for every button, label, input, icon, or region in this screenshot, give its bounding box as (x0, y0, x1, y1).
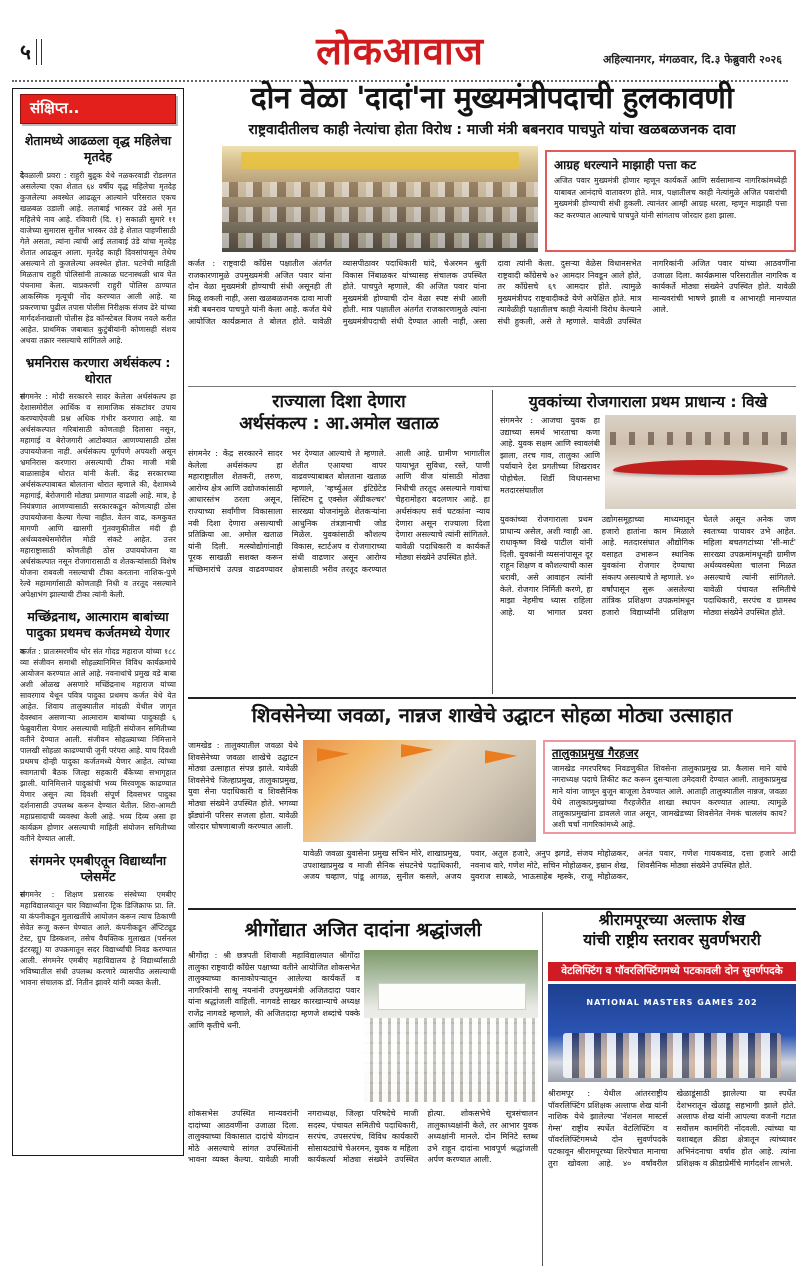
stage-decor (378, 983, 526, 1009)
shakha-box-body: जामखेड नगरपरिषद निवडणुकीत शिवसेना तालुकाप्रमुख प्रा. कैलास माने यांचे नगराध्यक्ष पदाचे तिकीट कट करून दुसऱ्याला उमेदवारी देण्यात आली. तालुकाप्रमुख माने यांना जाणून बुजून बाजूला ठेवण्यात आले. आताही तालुक्यातील नान्नज, जवळा येथे तालुकाप्रमुखांच्या गैरहजेरीत शाखा स्थापन करण्यात आल्या. त्यामुळे तालुकाप्रमुखांना डावलले जात असून, जामखेडच्या शिवसेनेत नेमकं चाललंय काय? अशी चर्चा नागरिकांमध्ये आहे. (552, 764, 787, 830)
page-number-value: ५ (20, 40, 31, 64)
shakha-highlight-box (543, 740, 796, 834)
sports-headline-line2: यांची राष्ट्रीय स्तरावर सुवर्णभरारी (583, 931, 761, 950)
section-rule (188, 386, 796, 387)
sports-article-body: श्रीरामपूर : येथील आंतरराष्ट्रीय पॉवरलिफ्टिंग प्रशिक्षक अल्ताफ शेख यांनी नाशिक येथे झालेल्या 'नॅशनल मास्टर्स गेम्स' राष्ट्रीय स्पर्धेत वेटलिफ्टिंग व पॉवरलिफ्टिंगमध्ये दोन सुवर्णपदके पटकावून श्रीरामपूरच्या शिरपेचात मानाचा तुरा खोवला आहे. ४० वर्षांवरील खेळाडूंसाठी झालेल्या या स्पर्धेत देशभरातून खेळाडू सहभागी झाले होते. अल्ताफ शेख यांनी आपल्या वजनी गटात सर्वोत्तम कामगिरी नोंदवली. त्यांच्या या यशाबद्दल क्रीडा क्षेत्रातून त्यांच्यावर अभिनंदनाचा वर्षाव होत आहे. त्यांना प्रशिक्षक व क्रीडाप्रेमींचे मार्गदर्शन लाभले. (548, 1089, 796, 1168)
crowd-row-decor (222, 182, 538, 197)
shakha-article-headline: शिवसेनेच्या जवळा, नान्नज शाखेचे उद्घाटन सोहळा मोठ्या उत्साहात (251, 703, 733, 727)
tribute-gathering-photo (364, 950, 538, 1102)
lead-headline: दोन वेळा 'दादां'ना मुख्यमंत्रीपदाची हुलकावणी (250, 81, 734, 116)
saffron-flag-decor (485, 750, 518, 772)
budget-headline-line2: अर्थसंकल्प : आ.अमोल खताळ (239, 413, 439, 434)
youth-garland-photo (605, 415, 796, 509)
brief-body: संगमनेर : मोदी सरकारने सादर केलेला अर्थसंकल्प हा देशासमोरील आर्थिक व सामाजिक संकटांवर उपाय करण्याऐवजी प्रश्न अधिक गंभीर करणारा आहे. या अर्थसंकल्पात गरिबांसाठी कोणताही दिलासा नसून, महागाई व बेरोजगारी आटोक्यात आणण्यासाठी ठोस उपाययोजना नाही. अर्थसंकल्प पूर्णपणे अपयशी असून भ्रमनिरास करणारा असल्याची टीका माजी मंत्री बाळासाहेब थोरात यांनी केली. केंद्र सरकारच्या अर्थसंकल्पाबाबत बोलताना थोरात म्हणाले की, देशामध्ये महागाई, बेरोजगारी मोठ्या प्रमाणात वाढली आहे. मात्र, हे नियंत्रणात आणण्यासाठी सरकारकडून कोणत्याही ठोस उपाययोजना केल्या गेल्या नाहीत. वेतन वाढ, कमकुवत मागणी आणि खासगी गुंतवणुकीतील मंदी ही अर्थव्यवस्थेसमोरील मोठी संकटे आहेत. उत्तर महाराष्ट्रासाठी कोणतीही ठोस उपाययोजना या अर्थसंकल्पात नसून रोजगारासाठी व शेतकऱ्यांसाठी विशेष योजना राबवली नसल्याची टीका करताना नाशिक-पुणे रेल्वे महामार्गासाठी कोणताही निधी व तरतूद नसल्याने अपेक्षाभंग झाल्याची टीका त्यांनी केली. (20, 392, 176, 599)
highlight-box-body: अजित पवार मुख्यमंत्री होणार म्हणून कार्यकर्ते आणि सर्वसामान्य नागरिकांमध्येही याबाबत आनंदाचे वातावरण होते. मात्र, पक्षातीलच काही नेत्यांमुळे अजित पवारांची मुख्यमंत्री होण्याची संधी हुकली. त्यानंतर आम्ही आग्रह धरला, म्हणून माझाही पत्ता कट करण्यात आल्याचे पाचपुते यांनी सांगताच जोरदार हशा झाला. (554, 176, 787, 221)
tribute-article-headline: श्रीगोंद्यात अजित दादांना श्रद्धांजली (244, 919, 482, 941)
briefs-sidebar (12, 88, 184, 1156)
dateline: अहिल्यानगर, मंगळवार, दि.३ फेब्रुवारी २०२६ (603, 53, 782, 66)
column-divider (492, 390, 493, 694)
brief-headline: भ्रमनिरास करणारा अर्थसंकल्प : थोरात (25, 354, 171, 386)
masthead-title: लोकआवाज (316, 29, 484, 73)
shakha-attendee-names: यावेळी जवळा युवासेना प्रमुख सचिन मोरे, शाखाप्रमुख, उपशाखाप्रमुख व माजी सैनिक संघटनेचे पदाधिकारी, अजय चव्हाण, पांडू आगळ, सुनील कसले, अजय पवार, अतुल हजारे, अनुप झगडे, संजय मोहोळकर, नवनाथ वारे, गणेश मोटे, सचिन मोहोळकर, इम्रान शेख, युवराज साबळे, भाऊसाहेब म्हस्के, राजू मोहोळकर, अनंत पवार, गणेश गायकवाड, दत्ता हजारे आदी शिवसैनिक मोठ्या संख्येने उपस्थित होते. (303, 849, 796, 882)
sports-headline-line1: श्रीरामपूरच्या अल्ताफ शेख (598, 911, 746, 929)
lead-subhead: राष्ट्रवादीतीलच काही नेत्यांचा होता विरोध : माजी मंत्री बबनराव पाचपुते यांचा खळबळजनक दावा (248, 122, 736, 138)
column-divider (542, 912, 543, 1266)
brief-headline: शेतामध्ये आढळला वृद्ध महिलेचा मृतदेह (24, 133, 172, 165)
sports-award-photo (548, 984, 796, 1082)
lead-stage-photo (222, 146, 538, 252)
sports-kicker-strip: वेटलिफ्टिंग व पॉवरलिफ्टिंगमध्ये पटकावली दोन सुवर्णपदके (548, 962, 796, 981)
shakha-inauguration-photo (303, 740, 536, 842)
briefs-title: संक्षिप्त.. (20, 94, 176, 124)
shakha-box-title: तालुकाप्रमुख गैरहजर (552, 746, 639, 760)
youth-article-intro: संगमनेर : आजचा युवक हा उद्याच्या समर्थ भारताचा कणा आहे. युवक सक्षम आणि स्वावलंबी झाला, तरच गाव, तालुका आणि पर्यायाने देश प्रगतीच्या शिखरावर पोहोचेल. शिर्डी विधानसभा मतदारसंघातील (500, 416, 600, 495)
section-rule (188, 697, 796, 699)
brief-body: देवळाली प्रवरा : राहुरी बुद्रुक येथे नळकरवाडी रोडलगत असलेल्या एका शेतात ६४ वर्षीय वृद्ध महिलेचा मृतदेह कुजलेल्या अवस्थेत आढळून आल्याने परिसरात एकच खळबळ उडाली आहे. लताबाई भास्कर उंडे असे मृत महिलेचे नाव आहे. रविवारी (दि. १) सकाळी सुमारे ११ वाजेच्या सुमारास सुनील भास्कर उंडे हे शेतात पाहणीसाठी गेले असता, त्यांना त्यांची आई लताबाई उंडे यांचा मृतदेह शेतात आढळून आला. मृतदेह काही दिवसांपासून तेथेच असल्याने तो कुजलेल्या अवस्थेत होता. घटनेची माहिती मिळताच राहुरी पोलिसांनी तात्काळ घटनास्थळी धाव घेत पंचनामा केला. याप्रकरणी राहुरी पोलिस ठाण्यात आकस्मिक मृत्यूची नोंद करण्यात आली आहे. या प्रकरणाचा पुढील तपास पोलीस निरीक्षक संजय ढेरे यांच्या मार्गदर्शनाखाली पोलीस हेड कॉन्स्टेबल विजय नवले करीत आहेत. प्राथमिक जबाबात कुटुंबीयांनी कोणासही संशय अथवा तक्रार नसल्याचे सांगितले आहे. (20, 170, 176, 345)
saffron-flag-decor (401, 744, 434, 766)
youth-article-headline: युवकांच्या रोजगाराला प्रथम प्राधान्य : विखे (528, 393, 768, 411)
brief-headline: मच्छिंद्रनाथ, आत्माराम बाबांच्या पादुका प्रथमच कर्जतमध्ये येणार (26, 609, 170, 641)
garland-decor (613, 460, 789, 475)
crowd-heads-decor (605, 432, 796, 445)
brief-body: कर्जत : प्रातःस्मरणीय थोर संत गोदड महाराज यांच्या १८८ व्या संजीवन समाधी सोहळ्यानिमित्त विविध कार्यक्रमांचे आयोजन करण्यात आले आहे. नवनाथांचे प्रमुख वडे बाबा अशी ओळख असणारे मच्छिंद्रनाथ महाराज यांच्या सावरगाव येथून पवित्र पादुका प्रथमच कर्जत येथे येत आहेत. शिवाय तालुक्यातील मांदळी येथील जागृत देवस्थान असणाऱ्या आत्माराम बाबांच्या पादुकाही ६ फेब्रुवारीला येणार असल्याची माहिती संयोजन समितीच्या वतीने देण्यात आली. संजीवन सोहळ्याच्या निमित्ताने पालखी सोहळा काढण्याची जुनी परंपरा आहे. याच दिवशी प्रथमच दोन्ही पादुका कर्जतमध्ये येणार आहेत. त्यांच्या स्वागताची बैठक जिल्हा सहकारी बँकेच्या सभागृहात झाली. यानिमित्ताने पादुकांची भव्य मिरवणूक काढण्यात येणार असून त्या दिवशी संपूर्ण दिवसभर पादुका दर्शनासाठी उपलब्ध करून देण्यात येतील. शिरा-आमटी महाप्रसादाची व्यवस्था केली आहे. भव्य दिव्य असा हा कार्यक्रम होणार असल्याची माहिती संयोजन समितीच्या वतीने देण्यात आली. (20, 646, 176, 843)
budget-article-body: संगमनेर : केंद्र सरकारने सादर केलेला अर्थसंकल्प हा महाराष्ट्रातील शेतकरी, तरुण, आरोग्य क्षेत्र आणि उद्योजकांसाठी आधारस्तंभ ठरला असून, राज्याच्या सर्वांगीण विकासाला नवी दिशा देणारा असल्याची प्रतिक्रिया आ. अमोल खताळ यांनी दिली. मत्स्योद्योगांनाही पूरक साखळी सशक्त करून मच्छिमारांचे उत्पन्न वाढवण्यावर भर देण्यात आल्याचे ते म्हणाले. शेतीत एआयचा वापर वाढवण्याबाबत बोलताना खताळ म्हणाले, 'व्हर्च्युअल इंटिग्रेटेड सिस्टिम टू एक्सेल ॲग्रीकल्चर' सारख्या योजनांमुळे शेतकऱ्यांना आधुनिक तंत्रज्ञानाची जोड मिळेल. युवकांसाठी कौशल्य विकास, स्टार्टअप व रोजगाराच्या संधी वाढणार असून आरोग्य क्षेत्रासाठी भरीव तरतूद करण्यात आली आहे. ग्रामीण भागातील पायाभूत सुविधा, रस्ते, पाणी आणि वीज यांसाठी मोठ्या निधीची तरतूद असल्याने गावांचा चेहरामोहरा बदलणार आहे. हा अर्थसंकल्प सर्व घटकांना न्याय देणारा असून राज्याला दिशा देणारा असल्याचे त्यांनी सांगितले. यावेळी पदाधिकारी व कार्यकर्ते मोठ्या संख्येने उपस्थित होते. (188, 449, 490, 574)
budget-article-headline (188, 392, 490, 436)
tribute-article-body: शोकसभेस उपस्थित मान्यवरांनी दादांच्या आठवणींना उजाळा दिला. तालुक्याच्या विकासात दादांचे योगदान मोठे असल्याचे सांगत उपस्थितांनी भावना व्यक्त केल्या. यावेळी माजी नगराध्यक्ष, जिल्हा परिषदेचे माजी सदस्य, पंचायत समितीचे पदाधिकारी, सरपंच, उपसरपंच, विविध कार्यकारी सोसायट्यांचे चेअरमन, युवक व महिला कार्यकर्त्या मोठ्या संख्येने उपस्थित होत्या. शोकसभेचे सूत्रसंचालन तालुकाध्यक्षांनी केले, तर आभार युवक अध्यक्षांनी मानले. दोन मिनिटे स्तब्ध उभे राहून दादांना भावपूर्ण श्रद्धांजली अर्पण करण्यात आली. (188, 1109, 538, 1165)
shakha-article-intro: जामखेड : तालुक्यातील जवळा येथे शिवसेनेच्या जवळा शाखेचे उद्घाटन मोठ्या उत्साहात संपन्न झाले. यावेळी शिवसेनेचे जिल्हाप्रमुख, तालुकाप्रमुख, युवा सेना पदाधिकारी व शिवसैनिक मोठ्या संख्येने उपस्थित होते. भगव्या झेंड्यांनी परिसर सजला होता. यावेळी जोरदार घोषणाबाजी करण्यात आली. (188, 741, 298, 832)
brief-body: संगमनेर : शिक्षण प्रसारक संस्थेच्या एमबीए महाविद्यालयातून चार विद्यार्थ्यांना ट्रिक डिजिक्राफ प्रा. लि. या कंपनीकडून मुलाखतींचे आयोजन करून त्याच ठिकाणी सेवेत रूजू करून घेण्यात आले. कंपनीकडून अ‍ॅप्टिट्यूड टेस्ट, ग्रुप डिस्कशन, तसेच वैयक्तिक मुलाखत (पर्सनल इंटरव्ह्यू) या उपक्रमातून सदर विद्यार्थ्यांची निवड करण्यात आली. संगमनेर एमबीए महाविद्यालय हे विद्यार्थ्यांसाठी भविष्यातील संधी उपलब्ध करणारे व्यासपीठ असल्याची भावना संचालक डॉ. नितीन झावरे यांनी व्यक्त केली. (20, 890, 176, 987)
sports-article-headline (548, 910, 796, 950)
tribute-article-intro: श्रीगोंदा : श्री छत्रपती शिवाजी महाविद्यालयात श्रीगोंदा तालुका राष्ट्रवादी काँग्रेस पक्षाच्या वतीने आयोजित शोकसभेत तालुक्याच्या कानाकोपऱ्यातून आलेल्या कार्यकर्ते व नागरिकांनी साश्रू नयनांनी उपमुख्यमंत्री अजितदादा पवार यांना श्रद्धांजली वाहिली. नागवडे साखर कारखान्याचे अध्यक्ष राजेंद्र नागवडे म्हणाले, की अजितदादा म्हणजे शब्दांचे पक्के आणि कृतीचे धनी. (188, 951, 360, 1030)
sports-backdrop-banner: NATIONAL MASTERS GAMES 202 (586, 997, 758, 1007)
crowd-row-decor (222, 207, 538, 222)
white-crowd-decor (364, 1018, 538, 1102)
stage-banner-decor (241, 152, 519, 169)
brief-headline: संगमनेर एमबीएतून विद्यार्थ्यांना प्लेसमेंट (29, 852, 167, 884)
crowd-row-decor (222, 233, 538, 248)
lead-highlight-box (545, 150, 796, 252)
saffron-flag-decor (317, 748, 350, 770)
athletes-decor (563, 1033, 781, 1078)
budget-headline-line1: राज्याला दिशा देणारा (272, 392, 406, 412)
lead-body: कर्जत : राष्ट्रवादी काँग्रेस पक्षातील अंतर्गत राजकारणामुळे उपमुख्यमंत्री अजित पवार यांना दोन वेळा मुख्यमंत्री होण्याची संधी असूनही ती मिळू शकली नाही, असा खळबळजनक दावा माजी मंत्री बबनराव पाचपुते यांनी केला आहे. कर्जत येथे आयोजित कार्यक्रमात ते बोलत होते. यावेळी व्यासपीठावर पदाधिकारी घांदे, चेअरमन श्रुती विकास निंबाळकर यांच्यासह संचालक उपस्थित होते. पाचपुते म्हणाले, की अजित पवार यांना मुख्यमंत्री होण्याची दोन वेळा स्पष्ट संधी आली होती. मात्र पक्षातील अंतर्गत राजकारणामुळे त्यांना मुख्यमंत्रीपदाची संधी देण्यात आली नाही, असा दावा त्यांनी केला. दुसऱ्या वेळेस विधानसभेत राष्ट्रवादी काँग्रेसचे ७२ आमदार निवडून आले होते, तर काँग्रेसचे ६९ आमदार होते. त्यामुळे मुख्यमंत्रीपद राष्ट्रवादीकडे येणे अपेक्षित होते. मात्र त्यावेळीही पक्षातीलच काही नेत्यांनी विरोध केल्याने संधी हुकली, असे ते म्हणाले. यावेळी उपस्थित नागरिकांनी अजित पवार यांच्या आठवणींना उजाळा दिला. कार्यक्रमास परिसरातील नागरिक व कार्यकर्ते मोठ्या संख्येने उपस्थित होते. यावेळी मान्यवरांची भाषणे झाली व आभारही मानण्यात आले. (188, 259, 796, 326)
highlight-box-title: आग्रह धरल्याने माझाही पत्ता कट (554, 158, 697, 172)
youth-article-body: युवकांच्या रोजगाराला प्रथम प्राधान्य असेल, अशी ग्वाही आ. राधाकृष्ण विखे पाटील यांनी दिली. युवकांनी व्यसनांपासून दूर राहून शिक्षण व कौशल्याची कास धरावी, असे आवाहन त्यांनी केले. रोजगार निर्मिती करणे, हा माझा नेहमीच ध्यास राहिला आहे. या भागात प्रवरा उद्योगसमूहाच्या माध्यमातून हजारो हातांना काम मिळाले आहे. मतदारसंघात औद्योगिक वसाहत उभारून स्थानिक युवकांना रोजगार देण्याचा संकल्प असल्याचे ते म्हणाले. ४० वर्षांपासून सुरू असलेल्या तांत्रिक प्रशिक्षण उपक्रमांमधून हजारो विद्यार्थ्यांनी प्रशिक्षण घेतले असून अनेक जण स्वतःच्या पायावर उभे आहेत. महिला बचतगटांच्या 'सी-मार्ट' सारख्या उपक्रमांमधूनही ग्रामीण अर्थव्यवस्थेला चालना मिळत असल्याचे त्यांनी सांगितले. यावेळी पंचायत समितीचे पदाधिकारी, सरपंच व ग्रामस्थ मोठ्या संख्येने उपस्थित होते. (500, 515, 796, 617)
